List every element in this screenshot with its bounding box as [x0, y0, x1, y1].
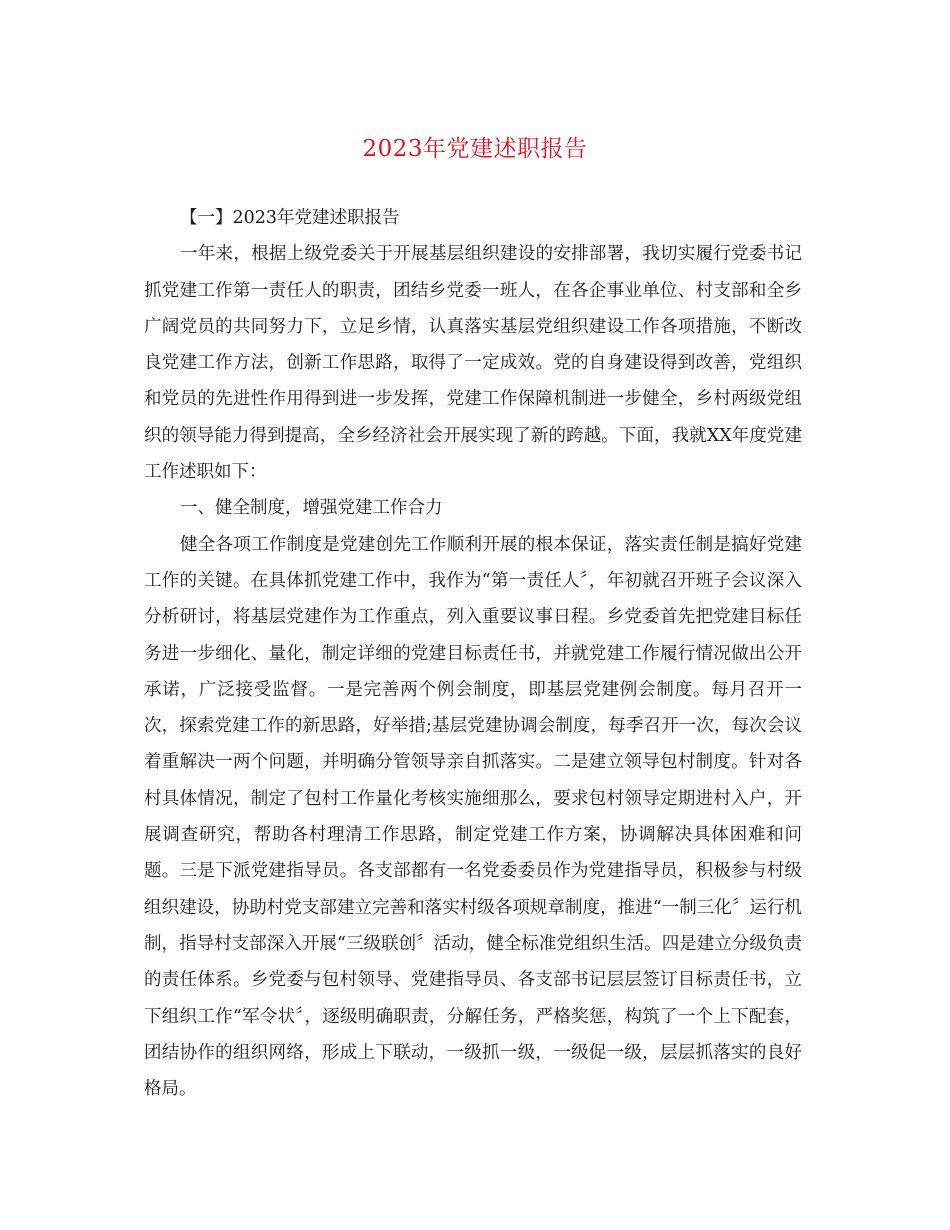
section-label: 【一】2023年党建述职报告 [180, 208, 400, 228]
section-heading: 一、健全制度，增强党建工作合力 [180, 498, 443, 519]
document-body [144, 200, 802, 1107]
page-title: 2023年党建述职报告 [362, 136, 588, 162]
paragraph-body: 健全各项工作制度是党建创先工作顺利开展的根本保证，落实责任制是搞好党建工作的关键。在具体抓党建工作中，我作为“第一责任人〞，年初就召开班子会议深入分析研讨，将基层党建作为工作重点，列入重要议事日程。乡党委首先把党建目标任务进一步细化、量化，制定详细的党建目标责任书，并就党建工作履行情况做出公开承诺，广泛接受监督。一是完善两个例会制度，即基层党建例会制度。每月召开一次，探索党建工作的新思路，好举措;基层党建协调会制度，每季召开一次，每次会议着重解决一两个问题，并明确分管领导亲自抓落实。二是建立领导包村制度。针对各村具体情况，制定了包村工作量化考核实施细那么，要求包村领导定期进村入户，开展调查研究，帮助各村理清工作思路，制定党建工作方案，协调解决具体困难和问题。三是下派党建指导员。各支部都有一名党委委员作为党建指导员，积极参与村级组织建设，协助村党支部建立完善和落实村级各项规章制度，推进“一制三化〞运行机制，指导村支部深入开展“三级联创〞活动，健全标准党组织生活。四是建立分级负责的责任体系。乡党委与包村领导、党建指导员、各支部书记层层签订目标责任书，立下组织工作“军令状〞，逐级明确职责，分解任务，严格奖惩，构筑了一个上下配套，团结协作的组织网络，形成上下联动，一级抓一级，一级促一级，层层抓落实的良好格局。 [144, 534, 802, 1100]
paragraph-intro: 一年来，根据上级党委关于开展基层组织建设的安排部署，我切实履行党委书记抓党建工作第一责任人的职责，团结乡党委一班人，在各企事业单位、村支部和全乡广阔党员的共同努力下，立足乡情，认真落实基层党组织建设工作各项措施，不断改良党建工作方法，创新工作思路，取得了一定成效。党的自身建设得到改善，党组织和党员的先进性作用得到进一步发挥，党建工作保障机制进一步健全，乡村两级党组织的领导能力得到提高，全乡经济社会开展实现了新的跨越。下面，我就XX年度党建工作述职如下： [144, 244, 802, 483]
